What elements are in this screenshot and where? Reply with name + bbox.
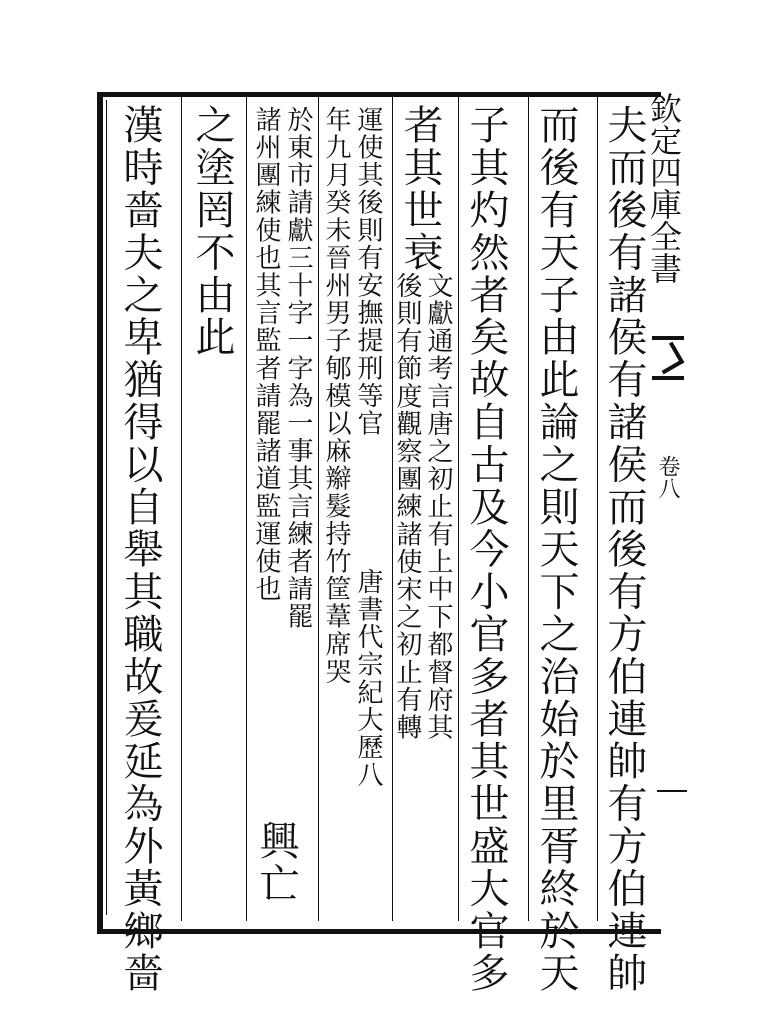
commentary-line-right: 運使其後則有安撫提刑等官 [353,106,383,438]
fish-tail-mark [652,336,684,380]
column-separator [597,97,598,921]
book-title: 欽定四庫全書 [645,92,683,284]
margin-rule [657,790,687,792]
column-separator [318,97,319,921]
text-column-7: 之塗罔不由此 [189,104,235,359]
frame-inner-rule [106,100,107,915]
text-column-3: 子其灼然者矣故自古及今小官多者其世盛大官多 [463,104,509,995]
commentary-line-right-cont: 唐書代宗紀大歷八 [353,568,383,789]
column-separator [528,97,529,921]
column-separator [181,97,182,921]
text-column-8: 漢時嗇夫之卑猶得以自舉其職故爰延為外黃鄉嗇 [117,104,163,995]
commentary-line-right: 於東市請獻三十字一字為一事其言練者請罷 [283,106,313,631]
commentary-line-left: 年九月癸未晉州男子郇模以麻辮髮持竹筐葦席哭 [321,106,351,686]
text-column-6-tail: 興亡 [253,820,299,905]
commentary-line-left: 後則有節度觀察團練諸使宋之初止有轉 [392,272,422,742]
volume-label: 卷八 [655,455,680,499]
commentary-line-right: 文獻通考言唐之初止有上中下都督府其 [423,272,453,742]
commentary-line-left: 諸州團練使也其言監者請罷諸道監運使也 [251,106,281,603]
column-separator [246,97,247,921]
text-column-4-head: 者其世衰 [397,104,443,274]
text-column-1: 夫而後有諸侯有諸侯而後有方伯連帥有方伯連帥 [601,104,647,995]
text-column-2: 而後有天子由此論之則天下之治始於里胥終於天 [533,104,579,995]
column-separator [458,97,459,921]
